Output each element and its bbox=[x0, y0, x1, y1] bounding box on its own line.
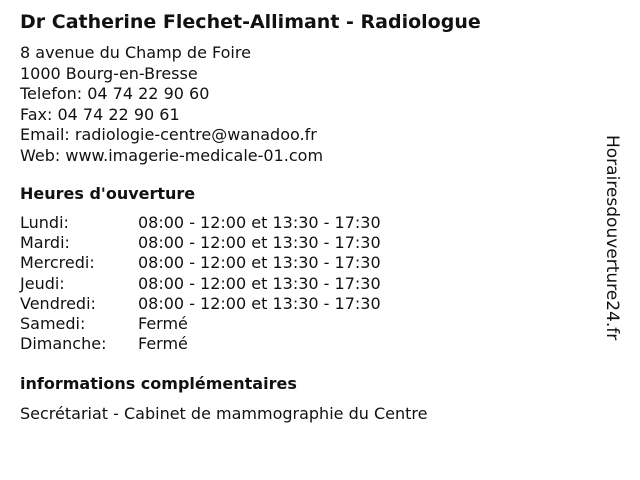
hours-value: Fermé bbox=[138, 334, 188, 354]
day-label: Dimanche: bbox=[20, 334, 107, 354]
fax-number: Fax: 04 74 22 90 61 bbox=[20, 104, 180, 124]
address-street: 8 avenue du Champ de Foire bbox=[20, 43, 251, 62]
opening-hours-heading: Heures d'ouverture bbox=[20, 184, 196, 203]
website-address: Web: www.imagerie-medicale-01.com bbox=[20, 145, 324, 165]
day-label: Jeudi: bbox=[20, 273, 65, 293]
page-title: Dr Catherine Flechet-Allimant - Radiologue bbox=[20, 11, 481, 33]
hours-value: Fermé bbox=[138, 313, 188, 333]
email-address: Email: radiologie-centre@wanadoo.fr bbox=[20, 125, 317, 144]
hours-value: 08:00 - 12:00 et 13:30 - 17:30 bbox=[138, 253, 381, 273]
hours-value: 08:00 - 12:00 et 13:30 - 17:30 bbox=[138, 213, 381, 232]
additional-info-text: Secrétariat - Cabinet de mammographie du Centre bbox=[20, 404, 428, 423]
hours-value: 08:00 - 12:00 et 13:30 - 17:30 bbox=[138, 273, 381, 293]
day-label: Samedi: bbox=[20, 313, 86, 333]
day-label: Mardi: bbox=[20, 233, 70, 253]
address-city: 1000 Bourg-en-Bresse bbox=[20, 63, 198, 83]
hours-value: 08:00 - 12:00 et 13:30 - 17:30 bbox=[138, 233, 381, 253]
site-watermark: Horairesdouverture24.fr bbox=[602, 135, 622, 341]
additional-info-heading: informations complémentaires bbox=[20, 374, 297, 393]
contact-block bbox=[20, 43, 323, 166]
hours-value: 08:00 - 12:00 et 13:30 - 17:30 bbox=[138, 293, 381, 313]
day-label: Lundi: bbox=[20, 213, 69, 232]
phone-number: Telefon: 04 74 22 90 60 bbox=[20, 84, 210, 103]
day-label: Mercredi: bbox=[20, 253, 95, 273]
day-label: Vendredi: bbox=[20, 293, 96, 313]
